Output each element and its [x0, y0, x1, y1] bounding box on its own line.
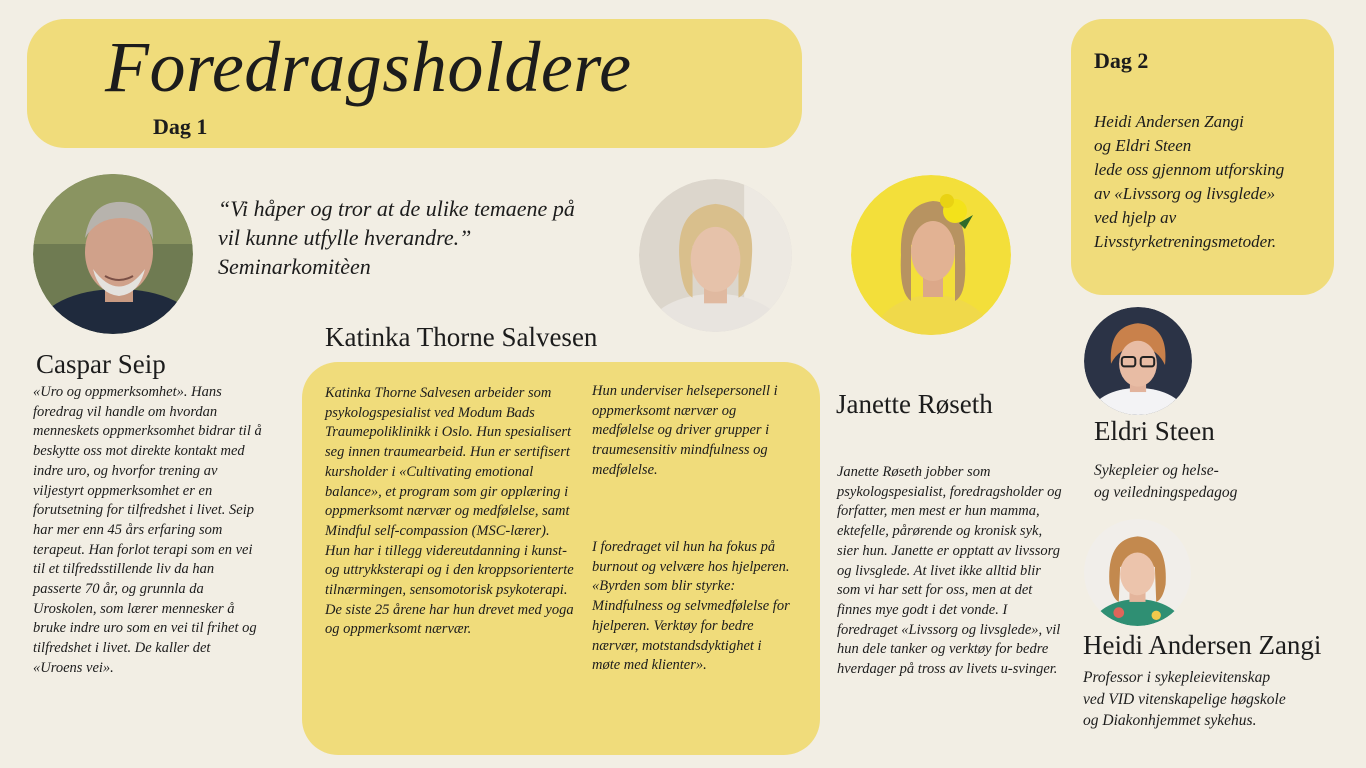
heidi-andersen-zangi-name: Heidi Andersen Zangi — [1083, 630, 1322, 660]
committee-quote — [218, 194, 638, 281]
day2-description — [1094, 110, 1330, 254]
heidi-bio-line: Professor i sykepleievitenskap — [1083, 669, 1271, 686]
heidi-andersen-zangi-photo — [1084, 519, 1191, 626]
quote-line: “Vi håper og tror at de ulike temaene på — [218, 196, 575, 221]
heidi-bio-line: og Diakonhjemmet sykehus. — [1083, 712, 1257, 729]
quote-line: vil kunne utfylle hverandre.” — [218, 225, 472, 250]
day2-line: Livsstyrketreningsmetoder. — [1094, 232, 1277, 251]
eldri-steen-photo — [1084, 307, 1192, 415]
day2-line: av «Livssorg og livsglede» — [1094, 184, 1276, 203]
eldri-steen-name: Eldri Steen — [1094, 416, 1215, 446]
caspar-seip-name: Caspar Seip — [36, 349, 166, 379]
day2-line: ved hjelp av — [1094, 208, 1177, 227]
caspar-seip-bio: «Uro og oppmerksomhet». Hans foredrag vil handle om hvordan menneskets oppmerksomhet bidrar til å beskytte oss mot direkte kontakt med indre uro, og hvorfor trening av viljestyrt oppmerksomhet er en forutsetning for tilfredshet i livet. Seip har mer enn 45 års erfaring som terapeut. Han forlot terapi som en vei til et tilfredsstillende liv da han passerte 70 år, og grunnla da Uroskolen, som lærer mennesker å bruke indre uro som en vei til frihet og tilfredshet i livet. De kaller det «Uroens vei». — [33, 384, 262, 676]
janette-roseth-photo — [851, 175, 1011, 335]
caspar-seip-photo — [33, 174, 193, 334]
janette-roseth-name: Janette Røseth — [836, 389, 993, 419]
quote-attribution: Seminarkomitèen — [218, 254, 371, 279]
katinka-thorne-salvesen-photo — [639, 179, 792, 332]
katinka-bio-column-3: I foredraget vil hun ha fokus på burnout og velvære hos hjelperen. «Byrden som blir styrke: Mindfulness og selvmedfølelse for hjelperen. Verktøy for bedre nærvær, motstandsdyktighet i møte med klienter». — [592, 539, 790, 674]
day2-line: og Eldri Steen — [1094, 136, 1192, 155]
heidi-bio-line: ved VID vitenskapelige høgskole — [1083, 690, 1286, 708]
day2-label: Dag 2 — [1094, 48, 1149, 73]
eldri-bio-line: og veiledningspedagog — [1094, 483, 1238, 501]
eldri-steen-bio — [1094, 460, 1334, 503]
day1-label: Dag 1 — [153, 114, 208, 139]
heidi-andersen-zangi-bio — [1083, 667, 1353, 732]
page-title: Foredragsholdere — [105, 27, 632, 107]
katinka-bio-column-1: Katinka Thorne Salvesen arbeider som psykologspesialist ved Modum Bads Traumepoliklinikk i Oslo. Hun spesialisert seg innen traumearbeid. Hun er sertifisert kursholder i «Cultivating emotional balance», et program som gir opplæring i oppmerksomt nærvær og medfølelse, samt Mindful self-compassion (MSC-lærer). Hun har i tillegg videreutdanning i kunst- og uttrykksterapi og i den kroppsorienterte tilnærmingen, sensomotorisk psykoterapi. De siste 25 årene har hun drevet med yoga og oppmerksomt nærvær. — [325, 385, 574, 638]
katinka-thorne-salvesen-name: Katinka Thorne Salvesen — [325, 322, 598, 352]
janette-roseth-bio: Janette Røseth jobber som psykologspesialist, foredragsholder og forfatter, men mest er hun mamma, ektefelle, pårørende og kronisk syk, sier hun. Janette er opptatt av livssorg og livsglede. At livet ikke alltid blir som vi har sett for oss, men at det finnes mye godt i det vonde. I foredraget «Livssorg og livsglede», vil hun dele tanker og verktøy for bedre hverdager på tross av livets u-svinger. — [837, 464, 1062, 678]
day2-line: lede oss gjennom utforsking — [1094, 160, 1285, 179]
day2-line: Heidi Andersen Zangi — [1094, 112, 1244, 131]
katinka-bio-column-2: Hun underviser helsepersonell i oppmerksomt nærvær og medfølelse og driver grupper i traumesensitiv mindfulness og medfølelse. — [592, 383, 778, 478]
eldri-bio-line: Sykepleier og helse- — [1094, 462, 1219, 479]
